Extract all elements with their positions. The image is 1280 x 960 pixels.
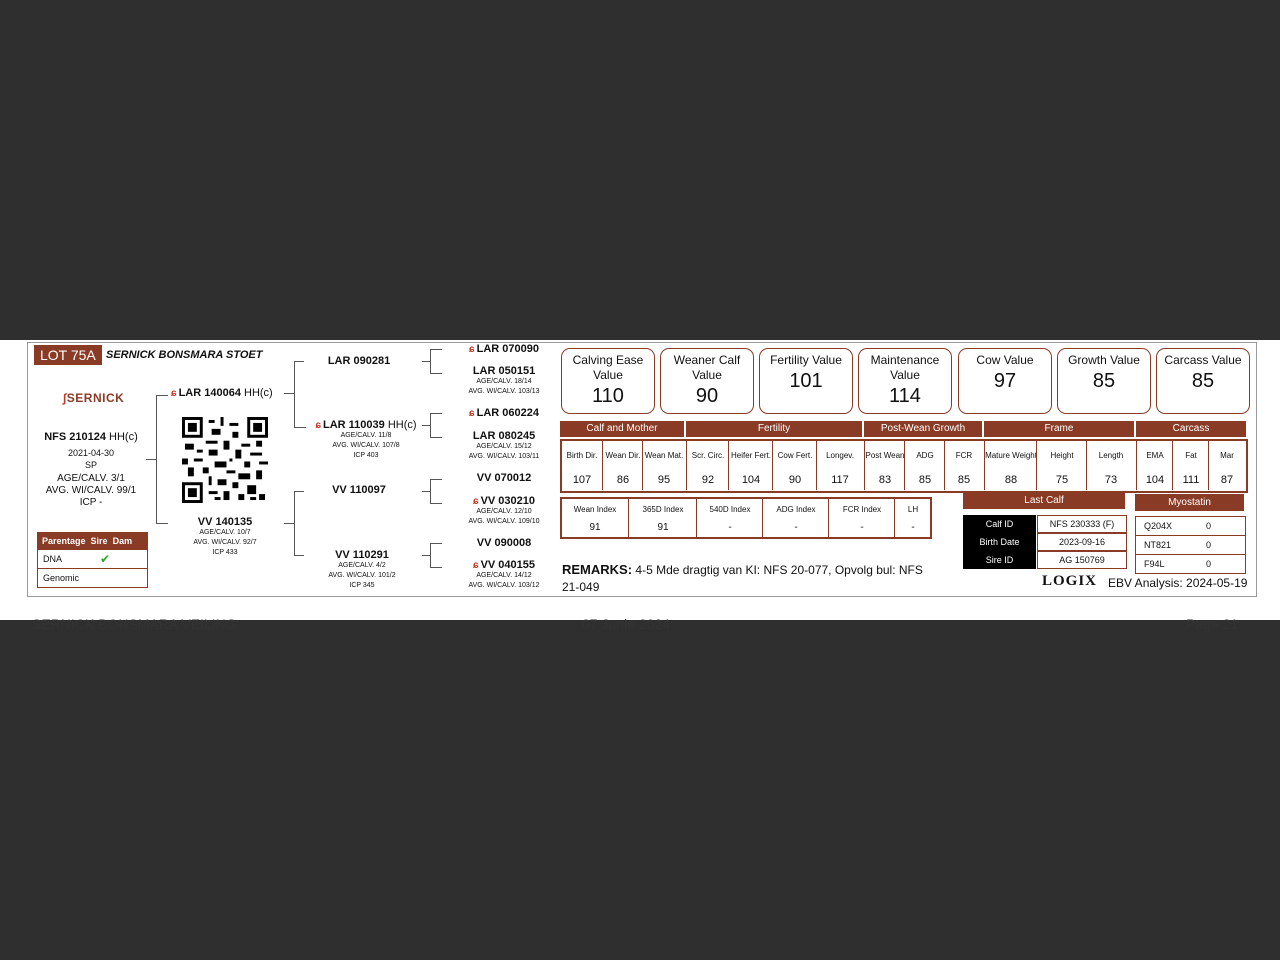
animal-code: SP	[84, 460, 97, 470]
last-calf-row: Sire ID AG 150769	[963, 551, 1125, 569]
value-box-value: 85	[1092, 370, 1116, 392]
lot-card	[27, 342, 1257, 597]
animal-info	[36, 431, 146, 509]
trait-label: Fat	[1185, 450, 1197, 460]
value-box	[1156, 348, 1250, 414]
trait-value: 95	[657, 474, 671, 486]
index-label: 540D Index	[709, 505, 751, 514]
value-box-value: 90	[695, 385, 719, 407]
value-box	[1057, 348, 1151, 414]
trait-cell	[686, 440, 729, 490]
footer-right: Page 21	[1186, 616, 1239, 632]
trait-value: 111	[1182, 474, 1200, 486]
trait-label: ADG	[916, 450, 934, 460]
trait-cell	[1172, 440, 1209, 490]
trait-cell	[772, 440, 817, 490]
bull-icon: ɕ	[473, 496, 479, 507]
index-table	[560, 497, 932, 539]
index-label: LH	[907, 505, 919, 514]
value-box	[759, 348, 853, 414]
value-box-title: Fertility Value	[770, 353, 842, 367]
animal-avg: AVG. WI/CALV. 99/1	[45, 485, 137, 496]
footer-left: SERNICK BONSMARA VEILING	[32, 616, 237, 632]
trait-label: Heifer Fert.	[730, 450, 771, 460]
dam-sire: VV 110097	[332, 484, 386, 496]
lot-number: LOT 75A	[34, 345, 102, 365]
value-box-value: 114	[889, 385, 921, 407]
index-label: Wean Index	[573, 505, 617, 514]
last-calf-header: Last Calf	[963, 492, 1125, 509]
index-value: -	[860, 522, 864, 533]
trait-label: Length	[1098, 450, 1124, 460]
value-box-title: Maintenance Value	[870, 353, 940, 382]
index-value: 91	[589, 522, 601, 533]
parentage-header: Parentage Sire Dam	[38, 533, 147, 549]
trait-cell	[602, 440, 643, 490]
trait-label: Scr. Circ.	[691, 450, 725, 460]
trait-cell	[728, 440, 773, 490]
trait-cell	[1136, 440, 1173, 490]
trait-cell	[1086, 440, 1135, 490]
bull-icon: ɕ	[171, 388, 177, 399]
trait-cell	[562, 440, 602, 490]
trait-value: 75	[1055, 474, 1069, 486]
trait-value: 83	[878, 474, 892, 486]
index-cell	[562, 499, 628, 537]
myostatin-row: NT821 0	[1135, 535, 1246, 555]
group-frame: Frame	[984, 421, 1134, 437]
value-box-title: Calving Ease Value	[572, 353, 644, 382]
trait-label: Wean Mat.	[644, 450, 684, 460]
check-icon: ✔	[100, 552, 111, 566]
sire-dam-dam: LAR 080245 AGE/CALV. 15/12 AVG. WI/CALV. 103/11	[468, 430, 540, 460]
trait-value: 104	[741, 474, 761, 486]
trait-cell	[864, 440, 905, 490]
trait-cell	[904, 440, 945, 490]
myostatin-row: F94L 0	[1135, 554, 1246, 574]
value-box-title: Growth Value	[1068, 353, 1140, 367]
bull-icon: ɕ	[473, 560, 479, 571]
group-calf-mother: Calf and Mother	[560, 421, 684, 437]
myostatin-header: Myostatin	[1135, 494, 1244, 511]
group-carcass: Carcass	[1136, 421, 1246, 437]
index-value: 91	[657, 522, 669, 533]
index-label: ADG Index	[776, 505, 816, 514]
animal-suffix: HH(c)	[109, 431, 138, 443]
logix-logo: LOGIX	[1042, 573, 1098, 589]
value-box	[561, 348, 655, 414]
index-cell	[696, 499, 763, 537]
trait-label: EMA	[1146, 450, 1164, 460]
trait-cell	[1208, 440, 1245, 490]
remarks-text: 4-5 Mde dragtig van KI: NFS 20-077, Opvolg bul: NFS 21-049	[562, 563, 923, 594]
trait-cell	[816, 440, 863, 490]
trait-value: 92	[701, 474, 715, 486]
index-cell	[828, 499, 895, 537]
animal-id: NFS 210124	[44, 431, 106, 443]
sire-dam-sire: ɕ LAR 060224	[469, 407, 539, 419]
trait-value: 88	[1004, 474, 1018, 486]
trait-cell	[984, 440, 1037, 490]
bull-icon: ɕ	[315, 420, 321, 431]
value-box-title: Cow Value	[976, 353, 1034, 367]
dam-dam-dam: ɕ VV 040155 AGE/CALV. 14/12 AVG. WI/CALV. 103/12	[468, 559, 540, 589]
last-calf-row: Birth Date 2023-09-16	[963, 533, 1125, 551]
trait-label: Birth Dir.	[566, 450, 598, 460]
footer-center: 07 Junie 2024	[582, 616, 670, 632]
trait-value: 117	[831, 474, 849, 486]
dam-sire-dam: ɕ VV 030210 AGE/CALV. 12/10 AVG. WI/CALV. 109/10	[468, 495, 540, 525]
animal-age-calv: AGE/CALV. 3/1	[57, 473, 125, 484]
sire: ɕ LAR 140064 HH(c)	[171, 387, 273, 399]
trait-value: 104	[1145, 474, 1165, 486]
group-post-wean: Post-Wean Growth	[864, 421, 982, 437]
sernick-logo: ∫SERNICK	[63, 391, 125, 405]
index-value: -	[728, 522, 732, 533]
trait-value: 107	[572, 474, 592, 486]
trait-value: 87	[1220, 474, 1234, 486]
myostatin-row: Q204X 0	[1135, 516, 1246, 536]
trait-label: Longev.	[826, 450, 854, 460]
animal-dob: 2021-04-30	[67, 448, 115, 458]
group-fertility: Fertility	[686, 421, 862, 437]
value-box-value: 101	[789, 370, 823, 392]
catalog-page	[0, 340, 1280, 632]
index-value: -	[911, 522, 915, 533]
value-box	[958, 348, 1052, 414]
parentage-row-dna: DNA ✔	[38, 549, 147, 568]
value-box	[858, 348, 952, 414]
trait-cell	[944, 440, 983, 490]
index-cell	[762, 499, 829, 537]
parentage-row-genomic: Genomic	[38, 568, 147, 587]
bull-icon: ɕ	[469, 344, 475, 355]
trait-cell	[1036, 440, 1087, 490]
sire-dam: ɕ LAR 110039 HH(c) AGE/CALV. 11/8 AVG. WI/CALV. 107/8 ICP 403	[315, 419, 417, 459]
value-box	[660, 348, 754, 414]
trait-label: FCR	[955, 450, 973, 460]
trait-value: 90	[788, 474, 802, 486]
remarks: REMARKS: 4-5 Mde dragtig van KI: NFS 20-077, Opvolg bul: NFS 21-049	[562, 562, 923, 594]
index-label: FCR Index	[842, 505, 882, 514]
trait-label: Post Wean	[865, 450, 905, 460]
dam-dam-sire: VV 090008	[476, 537, 532, 549]
trait-cell	[642, 440, 685, 490]
value-box-value: 110	[592, 385, 624, 407]
ebv-analysis-date: EBV Analysis: 2024-05-19	[1108, 576, 1248, 590]
dam-sire-sire: VV 070012	[476, 472, 532, 484]
sire-sire-dam: LAR 050151 AGE/CALV. 18/14 AVG. WI/CALV. 103/13	[468, 365, 540, 395]
trait-label: Height	[1050, 450, 1074, 460]
trait-label: Mature Weight	[985, 450, 1037, 460]
trait-label: Wean Dir.	[605, 450, 641, 460]
trait-label: Cow Fert.	[777, 450, 813, 460]
value-box-title: Carcass Value	[1164, 353, 1242, 367]
trait-value: 85	[957, 474, 971, 486]
trait-label: Mar	[1220, 450, 1234, 460]
sire-sire: LAR 090281	[327, 355, 391, 367]
value-box-value: 85	[1191, 370, 1215, 392]
trait-value: 86	[616, 474, 630, 486]
last-calf-row: Calf ID NFS 230333 (F)	[963, 515, 1125, 533]
index-value: -	[794, 522, 798, 533]
value-box-value: 97	[993, 370, 1017, 392]
trait-value: 73	[1104, 474, 1118, 486]
trait-value: 85	[918, 474, 932, 486]
dam-dam: VV 110291 AGE/CALV. 4/2 AVG. WI/CALV. 101/2 ICP 345	[328, 549, 396, 589]
index-cell	[628, 499, 697, 537]
breeder-name: SERNICK BONSMARA STOET	[106, 349, 263, 361]
sire-sire-sire: ɕ LAR 070090	[469, 343, 539, 355]
animal-icp: ICP -	[79, 497, 103, 508]
value-box-title: Weaner Calf Value	[673, 353, 741, 382]
dam: VV 140135 AGE/CALV. 10/7 AVG. WI/CALV. 92/7 ICP 433	[193, 516, 257, 556]
qr-code	[182, 417, 268, 503]
index-label: 365D Index	[642, 505, 684, 514]
bull-icon: ɕ	[469, 408, 475, 419]
parentage-table	[37, 532, 148, 588]
index-cell	[894, 499, 931, 537]
